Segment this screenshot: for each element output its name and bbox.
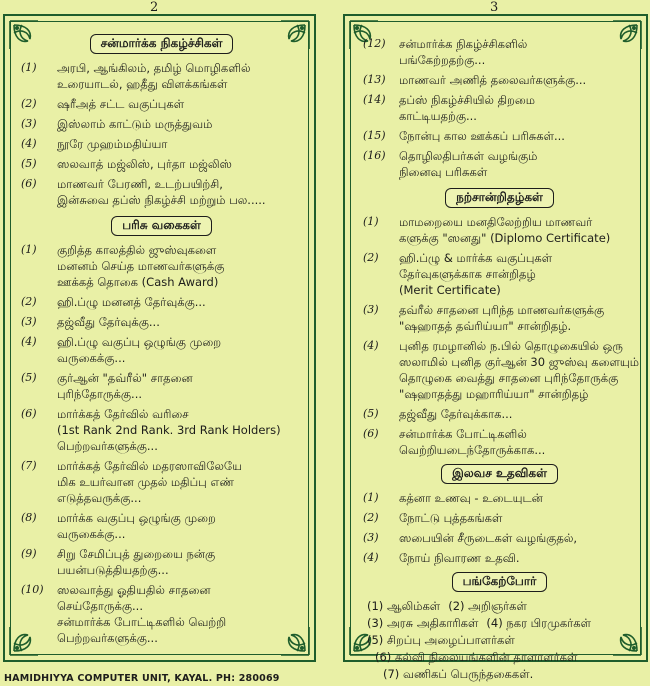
item-text [399, 302, 636, 334]
item-text [399, 490, 636, 506]
participant-item: (4) நகர பிரமுகர்கள் [486, 616, 591, 630]
page-number-left: 2 [150, 0, 159, 15]
item-line: பெற்றவர்களுக்கு... [57, 631, 158, 645]
item-line: புனித ரமழானில் ந.பில் தொழுகையில் ஒரு [399, 339, 623, 353]
item-text [57, 96, 302, 112]
list-item [21, 406, 302, 454]
item-line: தப்ஸ் நிகழ்ச்சியில் திறமை [399, 93, 535, 107]
left-page [3, 14, 316, 662]
section-heading-certificates: நற்சான்றிதழ்கள் [445, 188, 554, 208]
list-item [363, 72, 636, 88]
item-line: அரபி, ஆங்கிலம், தமிழ் மொழிகளில் [57, 61, 251, 75]
item-line: மாணவர் பேரணி, உடற்பயிற்சி, [57, 177, 223, 191]
item-line: இன்சுவை தப்ஸ் நிகழ்ச்சி மற்றும் பல..... [57, 193, 266, 207]
item-line: தஜ்வீது தேர்வுக்கு... [57, 315, 160, 329]
item-number: (4) [21, 137, 37, 150]
item-text [399, 148, 636, 180]
item-number: (3) [363, 531, 379, 544]
free-aid-list [363, 490, 636, 566]
item-line: நூரே முஹம்மதிய்யா [57, 137, 168, 151]
list-item [363, 36, 636, 68]
item-line: "ஷஹாதத்து மஹாரிய்யா" சான்றிதழ் [399, 387, 589, 401]
item-number: (7) [21, 459, 37, 472]
item-line: மார்க்கத் தேர்வில் வரிசை [57, 407, 189, 421]
item-text [399, 214, 636, 246]
item-text [57, 60, 302, 92]
item-line: தொழுகை வைத்து சாதனை புரிந்தோருக்கு [399, 371, 619, 385]
item-line: ஊக்கத் தொகை (Cash Award) [57, 275, 219, 289]
item-line: சிறு சேமிப்புத் துறையை நன்கு [57, 547, 216, 561]
item-line: வருகைக்கு... [57, 527, 126, 541]
item-number: (2) [21, 295, 37, 308]
section-heading-events: சன்மார்க்க நிகழ்ச்சிகள் [90, 34, 234, 54]
item-text [399, 72, 636, 88]
participant-item: (1) ஆலிம்கள் [367, 599, 441, 613]
list-item [21, 546, 302, 578]
list-item [363, 510, 636, 526]
item-line: சன்மார்க்க நிகழ்ச்சிகளில் [399, 37, 528, 51]
item-text [57, 334, 302, 366]
item-line: குறித்த காலத்தில் ஜுஸ்வுகளை [57, 243, 217, 257]
list-item [363, 148, 636, 180]
item-line: குர்ஆன் "தவ்ரீல்" சாதனை [57, 371, 193, 385]
item-number: (10) [21, 583, 44, 596]
item-number: (5) [21, 157, 37, 170]
item-text [399, 36, 636, 68]
list-item [363, 92, 636, 124]
list-item [21, 314, 302, 330]
item-text [399, 426, 636, 458]
item-line: ஹி.ப்ழு மனனத் தேர்வுக்கு... [57, 295, 206, 309]
participant-item: (5) சிறப்பு அழைப்பாளர்கள் [367, 633, 515, 647]
item-line: மார்க்கத் தேர்வில் மதரஸாவிலேயே [57, 459, 242, 473]
item-text [399, 128, 636, 144]
item-number: (1) [21, 61, 37, 74]
list-item [363, 490, 636, 506]
item-line: உரையாடல், ஹதீது விளக்கங்கள் [57, 77, 228, 91]
footer-credit: HAMIDHIYYA COMPUTER UNIT, KAYAL. PH: 280069 [4, 673, 280, 684]
item-line: பயன்படுத்தியதற்கு... [57, 563, 169, 577]
item-text [399, 406, 636, 422]
list-item [21, 116, 302, 132]
item-text [399, 510, 636, 526]
item-number: (13) [363, 73, 386, 86]
item-line: நோட்டு புத்தகங்கள் [399, 511, 503, 525]
item-line: வருகைக்கு... [57, 351, 126, 365]
item-number: (3) [21, 315, 37, 328]
item-line: மாணவர் அணித் தலைவர்களுக்கு... [399, 73, 587, 87]
item-line: எடுத்தவருக்கு... [57, 491, 142, 505]
item-number: (6) [363, 427, 379, 440]
item-line: செய்தோருக்கு... [57, 599, 143, 613]
prizes-continued-list [363, 36, 636, 180]
item-text [57, 242, 302, 290]
item-line: "ஷஹாதத் தவ்ரிய்யா" சான்றிதழ். [399, 319, 572, 333]
item-line: ஸலவாத்து ஓதியதில் சாதனை [57, 583, 211, 597]
item-number: (3) [21, 117, 37, 130]
item-text [57, 294, 302, 310]
item-number: (1) [363, 215, 379, 228]
section-heading-prizes: பரிசு வகைகள் [111, 216, 212, 236]
item-line: மிக உயர்வான முதல் மதிப்பு எண் [57, 475, 234, 489]
list-item [363, 426, 636, 458]
item-line: சன்மார்க்க போட்டிகளில் வெற்றி [57, 615, 227, 629]
item-line: நினைவு பரிசுகள் [399, 165, 488, 179]
item-number: (8) [21, 511, 37, 524]
item-line: ஷரீஅத் சட்ட வகுப்புகள் [57, 97, 185, 111]
participant-item: (6) கல்வி நிலையங்களின் தாளாளர்கள் [375, 650, 578, 664]
participant-row [367, 649, 636, 666]
right-page [343, 14, 648, 681]
item-line: சன்மார்க்க போட்டிகளில் [399, 427, 527, 441]
item-line: தவ்ரீல் சாதனை புரிந்த மாணவர்களுக்கு [399, 303, 605, 317]
item-text [57, 156, 302, 172]
item-line: மனனம் செய்த மாணவர்களுக்கு [57, 259, 225, 273]
item-line: ஸபையின் சீருடைகள் வழங்குதல், [399, 531, 578, 545]
item-text [399, 530, 636, 546]
page-number-right: 3 [490, 0, 499, 15]
participant-row [367, 615, 636, 632]
list-item [21, 510, 302, 542]
list-item [21, 582, 302, 646]
item-number: (5) [21, 371, 37, 384]
item-line: வெற்றியடைந்தோருக்காக... [399, 443, 546, 457]
item-text [57, 582, 302, 646]
prizes-list [21, 242, 302, 646]
item-line: மாமறையை மனதிலேற்றிய மாணவர் [399, 215, 593, 229]
item-text [57, 510, 302, 542]
item-line: நோன்பு கால ஊக்கப் பரிசுகள்... [399, 129, 565, 143]
item-number: (5) [363, 407, 379, 420]
certificates-list [363, 214, 640, 458]
list-item [21, 294, 302, 310]
item-line: பெற்றவர்களுக்கு... [57, 439, 158, 453]
item-line: இஸ்லாம் காட்டும் மருத்துவம் [57, 117, 213, 131]
item-line: பங்கேற்றதற்கு... [399, 53, 486, 67]
item-text [399, 338, 639, 402]
item-line: தொழிலதிபர்கள் வழங்கும் [399, 149, 538, 163]
item-line: ஸலாமில் புனித குர்ஆன் 30 ஜுஸ்வு களையும் [399, 355, 640, 369]
item-text [57, 136, 302, 152]
item-text [57, 176, 302, 208]
list-item [363, 250, 636, 298]
item-number: (4) [21, 335, 37, 348]
list-item [21, 136, 302, 152]
list-item [363, 406, 636, 422]
participant-item: (2) அறிஞர்கள் [448, 599, 527, 613]
participant-row [367, 598, 636, 615]
item-text [57, 370, 302, 402]
participants-list [363, 598, 636, 683]
list-item [21, 334, 302, 366]
item-text [57, 406, 302, 454]
list-item [21, 176, 302, 208]
item-text [399, 250, 636, 298]
list-item [21, 458, 302, 506]
item-number: (2) [363, 511, 379, 524]
item-number: (2) [363, 251, 379, 264]
item-line: கத்னா உணவு - உடையுடன் [399, 491, 543, 505]
item-line: ஸலவாத் மஜ்லிஸ், புர்தா மஜ்லிஸ் [57, 157, 232, 171]
item-number: (1) [363, 491, 379, 504]
list-item [363, 214, 636, 246]
list-item [363, 302, 636, 334]
item-text [57, 458, 302, 506]
item-text [57, 314, 302, 330]
list-item [363, 550, 636, 566]
list-item [363, 128, 636, 144]
item-line: ஹி.ப்ழு & மார்க்க வகுப்புகள் [399, 251, 553, 265]
list-item [21, 60, 302, 92]
item-line: (1st Rank 2nd Rank. 3rd Rank Holders) [57, 423, 281, 437]
item-number: (6) [21, 177, 37, 190]
list-item [21, 242, 302, 290]
participant-row [367, 632, 636, 649]
item-line: மார்க்க வகுப்பு ஒழுங்கு முறை [57, 511, 216, 525]
item-number: (12) [363, 37, 386, 50]
item-line: களுக்கு "ஸனது" (Diplomo Certificate) [399, 231, 611, 245]
item-line: தேர்வுகளுக்காக சான்றிதழ் [399, 267, 536, 281]
item-number: (9) [21, 547, 37, 560]
events-list [21, 60, 302, 208]
item-number: (16) [363, 149, 386, 162]
participant-row [367, 666, 636, 683]
item-text [57, 116, 302, 132]
item-number: (14) [363, 93, 386, 106]
list-item [363, 338, 640, 402]
section-heading-free-aid: இலவச உதவிகள் [441, 464, 558, 484]
item-number: (1) [21, 243, 37, 256]
item-line: புரிந்தோருக்கு... [57, 387, 143, 401]
item-number: (4) [363, 339, 379, 352]
item-number: (3) [363, 303, 379, 316]
item-line: (Merit Certificate) [399, 283, 501, 297]
item-number: (4) [363, 551, 379, 564]
list-item [21, 156, 302, 172]
item-text [57, 546, 302, 578]
list-item [21, 370, 302, 402]
section-heading-participants: பங்கேற்போர் [452, 572, 548, 592]
item-text [399, 92, 636, 124]
list-item [21, 96, 302, 112]
participant-item: (7) வணிகப் பெருந்தகைகள். [383, 667, 534, 681]
item-line: காட்டியதற்கு... [399, 109, 477, 123]
item-line: நோய் நிவாரண உதவி. [399, 551, 520, 565]
item-line: தஜ்வீது தேர்வுக்காக... [399, 407, 513, 421]
item-number: (2) [21, 97, 37, 110]
participant-item: (3) அரசு அதிகாரிகள் [367, 616, 479, 630]
item-number: (6) [21, 407, 37, 420]
item-text [399, 550, 636, 566]
list-item [363, 530, 636, 546]
item-line: ஹி.ப்ழு வகுப்பு ஒழுங்கு முறை [57, 335, 222, 349]
item-number: (15) [363, 129, 386, 142]
